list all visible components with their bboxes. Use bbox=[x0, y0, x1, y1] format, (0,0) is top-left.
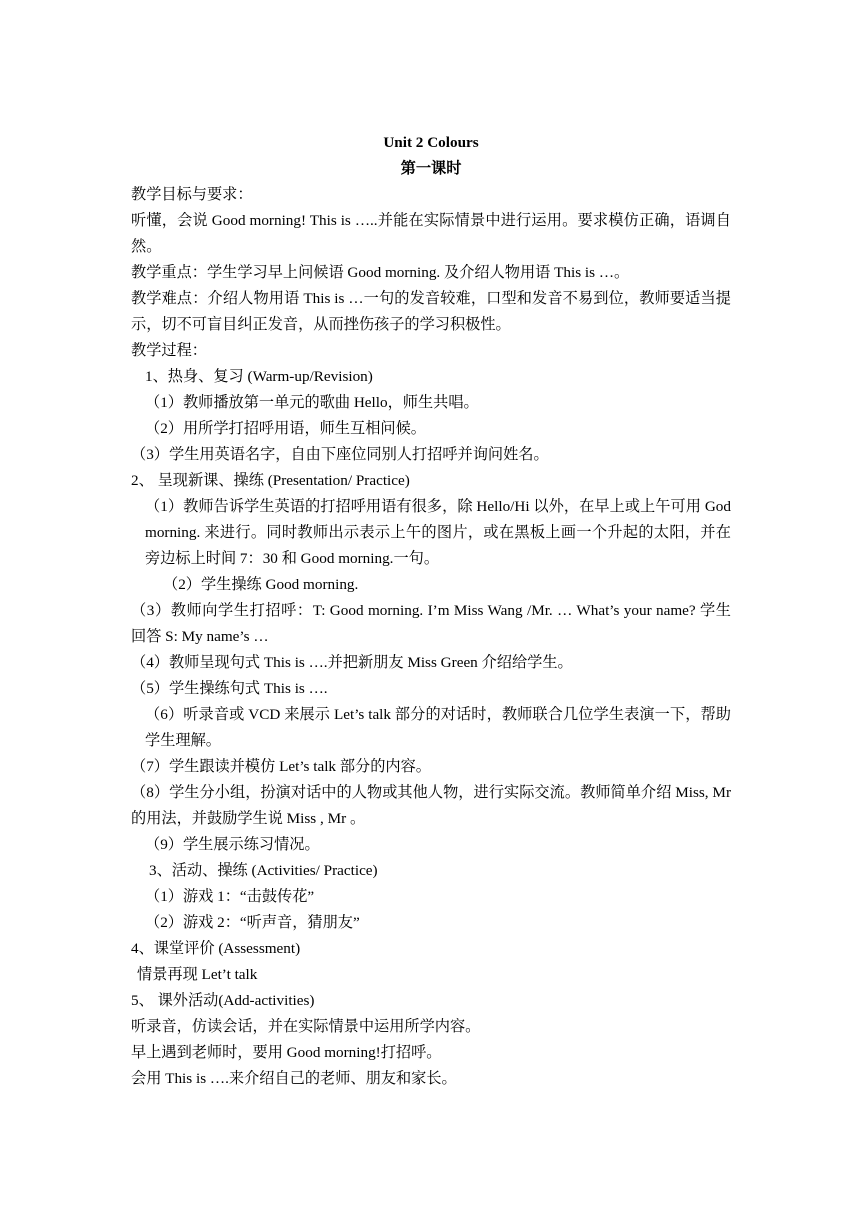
paragraph: 教学过程： bbox=[131, 342, 207, 359]
document-subtitle: 第一课时 bbox=[400, 160, 462, 177]
paragraph: （1）教师告诉学生英语的打招呼用语有很多，除 Hello/Hi 以外，在早上或上午可用 God morning. 来进行。同时教师出示表示上午的图片，或在黑板上画一个升起的太阳，并在旁边标上时间 7：30 和 Good morning.一句。 bbox=[145, 498, 731, 567]
paragraph: 听懂，会说 Good morning! This is …..并能在实际情景中进行运用。要求模仿正确，语调自然。 bbox=[131, 212, 731, 255]
paragraph: 5、 课外活动(Add-activities) bbox=[131, 992, 315, 1009]
paragraph: 4、课堂评价 (Assessment) bbox=[131, 940, 301, 957]
paragraph: （3）教师向学生打招呼：T: Good morning. I’m Miss Wang /Mr. … What’s your name? 学生回答 S: My name’s … bbox=[131, 602, 731, 645]
paragraph: （2）用所学打招呼用语，师生互相问候。 bbox=[145, 420, 426, 437]
paragraph: 教学重点：学生学习早上问候语 Good morning. 及介绍人物用语 This is …。 bbox=[131, 264, 630, 281]
paragraph: 2、 呈现新课、操练 (Presentation/ Practice) bbox=[131, 472, 410, 489]
paragraph: （2）游戏 2：“听声音，猜朋友” bbox=[145, 914, 360, 931]
paragraph: （1）游戏 1：“击鼓传花” bbox=[145, 888, 315, 905]
paragraph: （9）学生展示练习情况。 bbox=[145, 836, 320, 853]
paragraph: （4）教师呈现句式 This is ….并把新朋友 Miss Green 介绍给学生。 bbox=[131, 654, 573, 671]
paragraph: （6）听录音或 VCD 来展示 Let’s talk 部分的对话时，教师联合几位学生表演一下，帮助学生理解。 bbox=[145, 706, 731, 749]
paragraph: 听录音，仿读会话，并在实际情景中运用所学内容。 bbox=[131, 1018, 481, 1035]
paragraph: （2）学生操练 Good morning. bbox=[163, 576, 359, 593]
paragraph-list bbox=[131, 182, 731, 1092]
paragraph: 会用 This is ….来介绍自己的老师、朋友和家长。 bbox=[131, 1070, 457, 1087]
paragraph: （5）学生操练句式 This is …. bbox=[131, 680, 328, 697]
document-body bbox=[131, 130, 731, 1092]
paragraph: 1、热身、复习 (Warm-up/Revision) bbox=[145, 368, 373, 385]
paragraph: （3）学生用英语名字，自由下座位同别人打招呼并询问姓名。 bbox=[131, 446, 549, 463]
paragraph: 教学目标与要求： bbox=[131, 186, 253, 203]
paragraph: 情景再现 Let’t talk bbox=[137, 966, 258, 983]
document-title: Unit 2 Colours bbox=[383, 134, 479, 151]
paragraph: 教学难点：介绍人物用语 This is …一句的发音较难，口型和发音不易到位，教师要适当提示，切不可盲目纠正发音，从而挫伤孩子的学习积极性。 bbox=[131, 290, 731, 333]
paragraph: 早上遇到老师时，要用 Good morning!打招呼。 bbox=[131, 1044, 442, 1061]
paragraph: （8）学生分小组，扮演对话中的人物或其他人物，进行实际交流。教师简单介绍 Miss, Mr 的用法，并鼓励学生说 Miss , Mr 。 bbox=[131, 784, 731, 827]
paragraph: （7）学生跟读并模仿 Let’s talk 部分的内容。 bbox=[131, 758, 431, 775]
paragraph: 3、活动、操练 (Activities/ Practice) bbox=[149, 862, 378, 879]
paragraph: （1）教师播放第一单元的歌曲 Hello，师生共唱。 bbox=[145, 394, 479, 411]
